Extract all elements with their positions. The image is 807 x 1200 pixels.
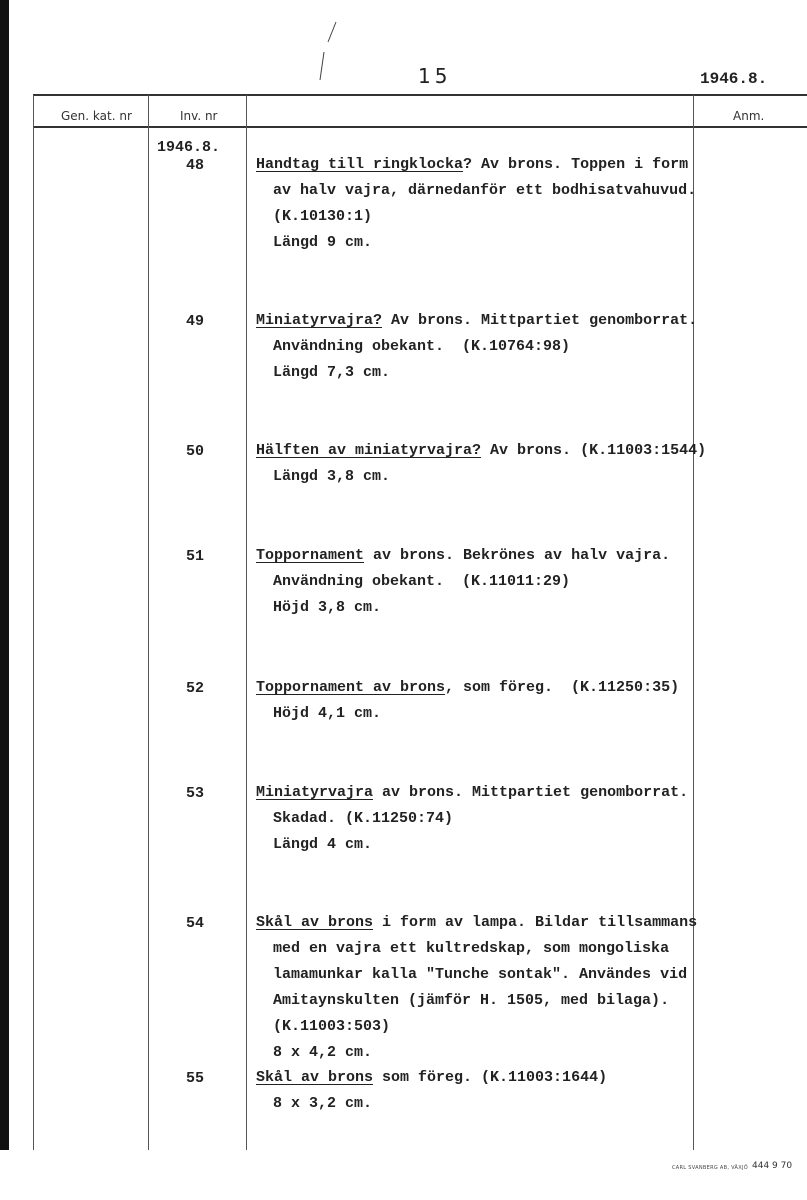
entry-first-line [256,543,706,569]
entry-title: Skål av brons [256,914,374,931]
entry-description [256,780,706,858]
entry-title: Toppornament av brons [256,679,446,696]
entry-first-line [256,1065,706,1091]
entry-line: Höjd 4,1 cm. [273,705,382,722]
entry-description [256,910,706,1066]
inv-number: 49 [186,313,205,330]
entry-title: Toppornament [256,547,365,564]
entry-title: Handtag till ringklocka [256,156,464,173]
entry-title: Miniatyrvajra? [256,312,383,329]
column-header-inv-nr: Inv. nr [180,109,218,123]
entry-text: ? Av brons. Toppen i form [463,156,689,173]
inv-number: 48 [186,157,205,174]
entry-line: (K.11003:503) [273,1018,391,1035]
entry-text: av brons. Mittpartiet genomborrat. [373,784,689,801]
column-header-anm: Anm. [733,109,765,123]
entry-line: Längd 4 cm. [273,836,373,853]
entry-line: Användning obekant. (K.11011:29) [273,573,571,590]
entry-line: med en vajra ett kultredskap, som mongoliska [273,940,670,957]
entry-first-line [256,675,706,701]
pencil-mark [310,20,350,90]
entry-line: Längd 7,3 cm. [273,364,391,381]
entry-line: (K.10130:1) [273,208,373,225]
entry-description [256,543,706,621]
entry-line: Längd 9 cm. [273,234,373,251]
entry-description [256,308,706,386]
binding-edge [0,0,9,1150]
inv-number: 54 [186,915,205,932]
inv-number: 50 [186,443,205,460]
inv-number: 51 [186,548,205,565]
column-divider [33,95,34,1150]
entry-first-line [256,780,706,806]
entry-text: , som föreg. (K.11250:35) [445,679,680,696]
entry-text: Av brons. Mittpartiet genomborrat. [382,312,698,329]
entry-line: Skadad. (K.11250:74) [273,810,454,827]
entry-first-line [256,438,706,464]
column-divider [148,95,149,1150]
entry-line: 8 x 3,2 cm. [273,1095,373,1112]
column-divider [246,95,247,1150]
entry-description [256,152,706,256]
inv-number: 55 [186,1070,205,1087]
entry-title: Skål av brons [256,1069,374,1086]
form-code: 444 9 70 [752,1161,793,1171]
entry-text: som föreg. (K.11003:1644) [373,1069,608,1086]
entry-first-line [256,308,706,334]
entry-first-line [256,152,706,178]
entry-text: Av brons. (K.11003:1544) [481,442,707,459]
inv-number: 52 [186,680,205,697]
entry-description [256,1065,706,1117]
entry-line: Amitaynskulten (jämför H. 1505, med bilaga). [273,992,670,1009]
entry-line: 8 x 4,2 cm. [273,1044,373,1061]
entry-description [256,675,706,727]
page-number: 15 [418,64,452,88]
entry-text: i form av lampa. Bildar tillsammans [373,914,698,931]
inv-prefix: 1946.8. [157,139,221,156]
entry-line: Längd 3,8 cm. [273,468,391,485]
inv-number: 53 [186,785,205,802]
entry-line: av halv vajra, därnedanför ett bodhisatvahuvud. [273,182,697,199]
entry-line: Användning obekant. (K.10764:98) [273,338,571,355]
entry-line: lamamunkar kalla "Tunche sontak". Användes vid [273,966,688,983]
table-top-rule [33,94,807,96]
accession-header: 1946.8. [700,70,768,88]
header-bottom-rule [33,126,807,128]
printer-imprint: CARL SVANBERG AB, VÄXJÖ [672,1165,749,1171]
entry-title: Hälften av miniatyrvajra? [256,442,482,459]
entry-description [256,438,706,490]
entry-first-line [256,910,706,936]
column-header-gen-kat-nr: Gen. kat. nr [61,109,132,123]
entry-line: Höjd 3,8 cm. [273,599,382,616]
entry-text: av brons. Bekrönes av halv vajra. [364,547,671,564]
entry-title: Miniatyrvajra [256,784,374,801]
